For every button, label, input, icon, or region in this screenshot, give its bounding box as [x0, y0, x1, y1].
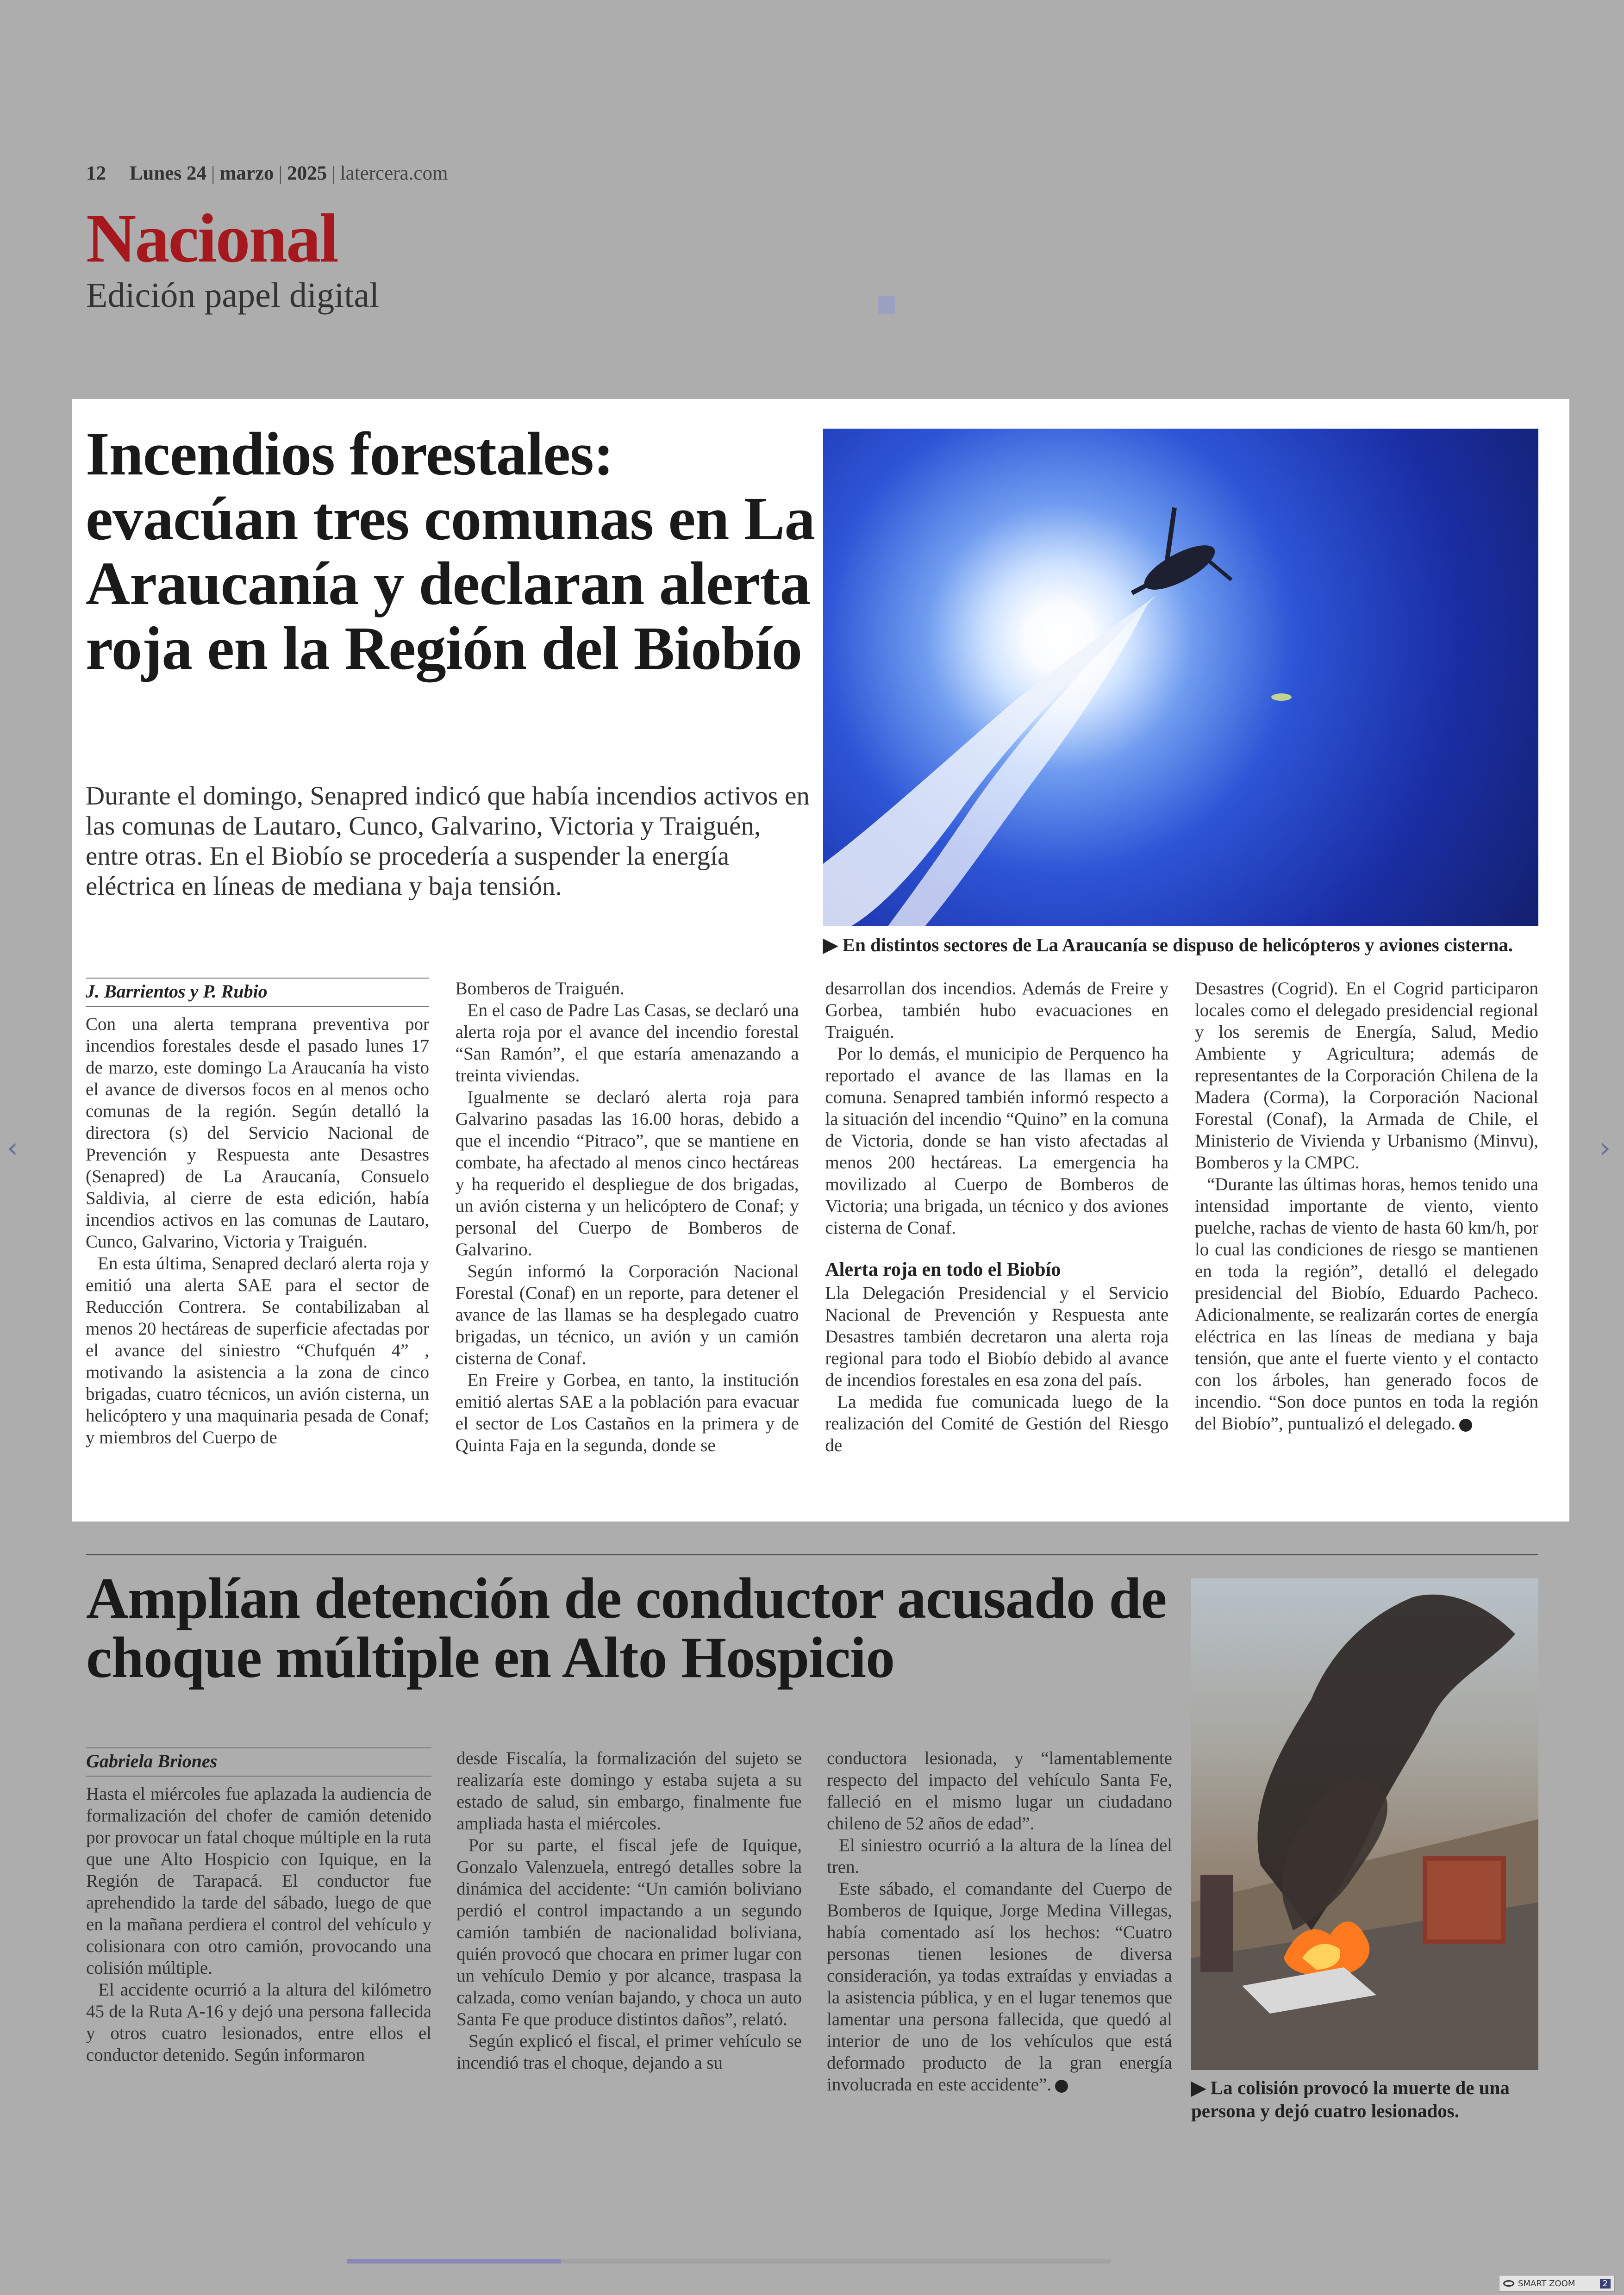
paragraph: desarrollan dos incendios. Además de Freire y Gorbea, también hubo evacuaciones en Traiguén.	[825, 979, 1169, 1042]
article-wildfires	[72, 399, 1569, 1522]
paragraph: En Freire y Gorbea, en tanto, la institución emitió alertas SAE a la población para evacuar el sector de Los Castaños en la primera y de Quinta Faja en la segunda, donde se	[455, 1370, 799, 1455]
paragraph: “Durante las últimas horas, hemos tenido una intensidad importante de viento, viento puelche, rachas de viento de hasta 60 km/h, por lo cual las condiciones de riesgo se mantienen en toda la región”, detalló el delegado presidencial del Biobío, Eduardo Pacheco. Adicionalmente, se realizarán cortes de energía eléctrica en las líneas de mediana y baja tensión, que ante el fuerte viento y el contacto con los árboles, han generado focos de incendio. “Son doce puntos en toda la región del Biobío”, puntualizó el delegado.	[1194, 1174, 1538, 1434]
paragraph: desde Fiscalía, la formalización del sujeto se realizaría este domingo y estaba sujeta a su estado de salud, sin embargo, finalmente fue ampliada hasta el miércoles.	[456, 1748, 802, 1834]
eye-icon	[1503, 2280, 1514, 2287]
paragraph: El accidente ocurrió a la altura del kilómetro 45 de la Ruta A-16 y dejó una persona fallecida y otros cuatro lesionados, entre ellos el conductor detenido. Según informaron	[86, 1980, 431, 2065]
article2-headline: Amplían detención de conductor acusado de choque múltiple en Alto Hospicio	[86, 1566, 1167, 1690]
paragraph: En el caso de Padre Las Casas, se declaró una alerta roja por el avance del incendio forestal “San Ramón”, el que estaría amenazando a treinta viviendas.	[455, 1000, 799, 1085]
paragraph: Hasta el miércoles fue aplazada la audiencia de formalización del chofer de camión detenido por provocar un fatal choque múltiple en la ruta que une Alto Hospicio con Iquique, en la Región de Tarapacá. El conductor fue aprehendido la tarde del sábado, luego de que en la mañana perdiera el control del vehículo y colisionara con otro camión, provocando una colisión múltiple.	[86, 1784, 431, 1978]
paragraph: Lla Delegación Presidencial y el Servicio Nacional de Prevención y Respuesta ante Desastres también decretaron una alerta roja regional para todo el Biobío debido al avance de incendios forestales en esa zona del país.	[825, 1283, 1169, 1390]
smart-zoom-label: SMART ZOOM	[1518, 2278, 1575, 2289]
article2-column-3	[827, 1747, 1172, 2095]
page-progress-fill	[347, 2259, 561, 2264]
article1-column-1	[86, 978, 429, 1456]
paragraph: Por su parte, el fiscal jefe de Iquique, Gonzalo Valenzuela, entregó detalles sobre la dinámica del accidente: “Un camión boliviano perdió el control impactando a un segundo camión también de nacionalidad boliviana, quién provocó que chocara en primer lugar con un vehículo Demio y por alcance, traspasa la calzada, como venían bajando, y choca un auto Santa Fe que produce distintos daños”, relató.	[456, 1835, 802, 2029]
article1-headline: Incendios forestales: evacúan tres comunas en La Araucanía y declaran alerta roja en la Región del Biobío	[86, 419, 815, 682]
date-day: Lunes 24	[129, 162, 206, 184]
end-mark-icon	[1459, 1419, 1472, 1432]
paragraph: La medida fue comunicada luego de la realización del Comité de Gestión del Riesgo de	[825, 1392, 1169, 1455]
article2-body	[86, 1747, 1172, 2095]
date-month: marzo	[219, 162, 274, 184]
paragraph: Con una alerta temprana preventiva por incendios forestales desde el pasado lunes 17 de marzo, este domingo La Araucanía ha visto el avance de diversos focos en al menos ocho comunas de la región. Según detalló la directora (s) del Servicio Nacional de Prevención y Respuesta ante Desastres (Senapred) de La Araucanía, Consuelo Saldivia, al cierre de esta edición, había incendios activos en las comunas de Lautaro, Cunco, Galvarino, Victoria y Traiguén.	[86, 1014, 429, 1252]
article1-photo-caption: ▶ En distintos sectores de La Araucanía se dispuso de helicópteros y aviones cisterna.	[823, 934, 1513, 955]
crash-photo	[1191, 1578, 1538, 2070]
page-header: 12 Lunes 24 | marzo | 2025 | latercera.com	[86, 162, 448, 184]
section-divider	[86, 1554, 1538, 1555]
paragraph: El siniestro ocurrió a la altura de la línea del tren.	[827, 1835, 1172, 1877]
zoom-count-badge: 2	[1600, 2279, 1611, 2289]
page-marker-icon[interactable]	[878, 296, 895, 314]
article1-subhead: Alerta roja en todo el Biobío	[825, 1259, 1061, 1280]
end-mark-icon	[1055, 2080, 1068, 2093]
section-title: Nacional	[86, 200, 337, 277]
article1-column-2	[456, 978, 799, 1456]
page-number: 12	[86, 162, 106, 184]
paragraph: Igualmente se declaró alerta roja para Galvarino pasadas las 16.00 horas, debido a que el incendio “Pitraco”, que se mantiene en combate, ha afectado al menos cinco hectáreas y ha requerido el despliegue de dos brigadas, un avión cisterna y un helicóptero de Conaf; y personal del Cuerpo de Bomberos de Galvarino.	[455, 1087, 799, 1260]
paragraph: conductora lesionada, y “lamentablemente respecto del impacto del vehículo Santa Fe, falleció en el mismo lugar un ciudadano chileno de 52 años de edad”.	[827, 1748, 1172, 1834]
date-year: 2025	[287, 162, 327, 184]
article1-column-4	[1195, 978, 1538, 1456]
article1-column-3	[825, 978, 1168, 1456]
article1-dek: Durante el domingo, Senapred indicó que había incendios activos en las comunas de Lautaro, Cunco, Galvarino, Victoria y Traiguén, entre otras. En el Biobío se procedería a suspender la energía eléctrica en líneas de mediana y baja tensión.	[86, 781, 810, 901]
article2-byline: Gabriela Briones	[86, 1747, 431, 1777]
helicopter-photo	[823, 429, 1538, 926]
paragraph: Según informó la Corporación Nacional Forestal (Conaf) en un reporte, para detener el avance de las llamas se ha desplegado cuatro brigadas, un técnico, un avión y un camión cisterna de Conaf.	[455, 1261, 799, 1368]
paragraph: En esta última, Senapred declaró alerta roja y emitió una alerta SAE para el sector de Reducción Contrera. Se contabilizaban al menos 20 hectáreas de superficie afectadas por el avance del siniestro “Chufquén 4” , motivando la asistencia a la zona de cinco brigadas, cuatro técnicos, un avión cisterna, un helicóptero y una maquinaria pesada de Conaf; y miembros del Cuerpo de	[86, 1254, 429, 1447]
paragraph: Según explicó el fiscal, el primer vehículo se incendió tras el choque, dejando a su	[456, 2031, 802, 2073]
paragraph: Bomberos de Traiguén.	[455, 979, 625, 998]
article1-byline: J. Barrientos y P. Rubio	[86, 978, 429, 1007]
chevron-left-icon[interactable]: ‹	[7, 1132, 18, 1164]
site-link[interactable]: latercera.com	[340, 162, 448, 184]
paragraph: Este sábado, el comandante del Cuerpo de Bomberos de Iquique, Jorge Medina Villegas, había comentado así los hechos: “Cuatro personas tienen lesiones de diversa consideración, ya todas extraídas y enviadas a la asistencia pública, y en el lugar tenemos que lamentar una persona fallecida, que quedó al interior de uno de los vehículos que está deformado producto de la gran energía involucrada en este accidente”.	[827, 1879, 1172, 2095]
article1-body	[86, 978, 1538, 1456]
article2-column-2	[456, 1747, 802, 2095]
chevron-right-icon[interactable]: ›	[1599, 1132, 1611, 1164]
paragraph: Por lo demás, el municipio de Perquenco ha reportado el avance de las llamas en la comuna. Senapred también informó respecto a la situación del incendio “Quino” en la comuna de Victoria, donde se han visto afectadas al menos 200 hectáreas. La emergencia ha movilizado al Cuerpo de Bomberos de Victoria; una brigada, un técnico y dos aviones cisterna de Conaf.	[825, 1044, 1169, 1238]
article2-photo-caption: ▶ La colisión provocó la muerte de una persona y dejó cuatro lesionados.	[1191, 2077, 1510, 2121]
smart-zoom-button[interactable]	[1499, 2275, 1615, 2292]
edition-label: Edición papel digital	[86, 276, 380, 315]
paragraph: Desastres (Cogrid). En el Cogrid participaron locales como el delegado presidencial regional y los seremis de Energía, Salud, Medio Ambiente y Agricultura; además de representantes de la Corporación Chilena de la Madera (Corma), la Corporación Nacional Forestal (Conaf), la Armada de Chile, el Ministerio de Vivienda y Urbanismo (Minvu), Bomberos y la CMPC.	[1194, 979, 1538, 1172]
article2-column-1	[86, 1747, 431, 2095]
